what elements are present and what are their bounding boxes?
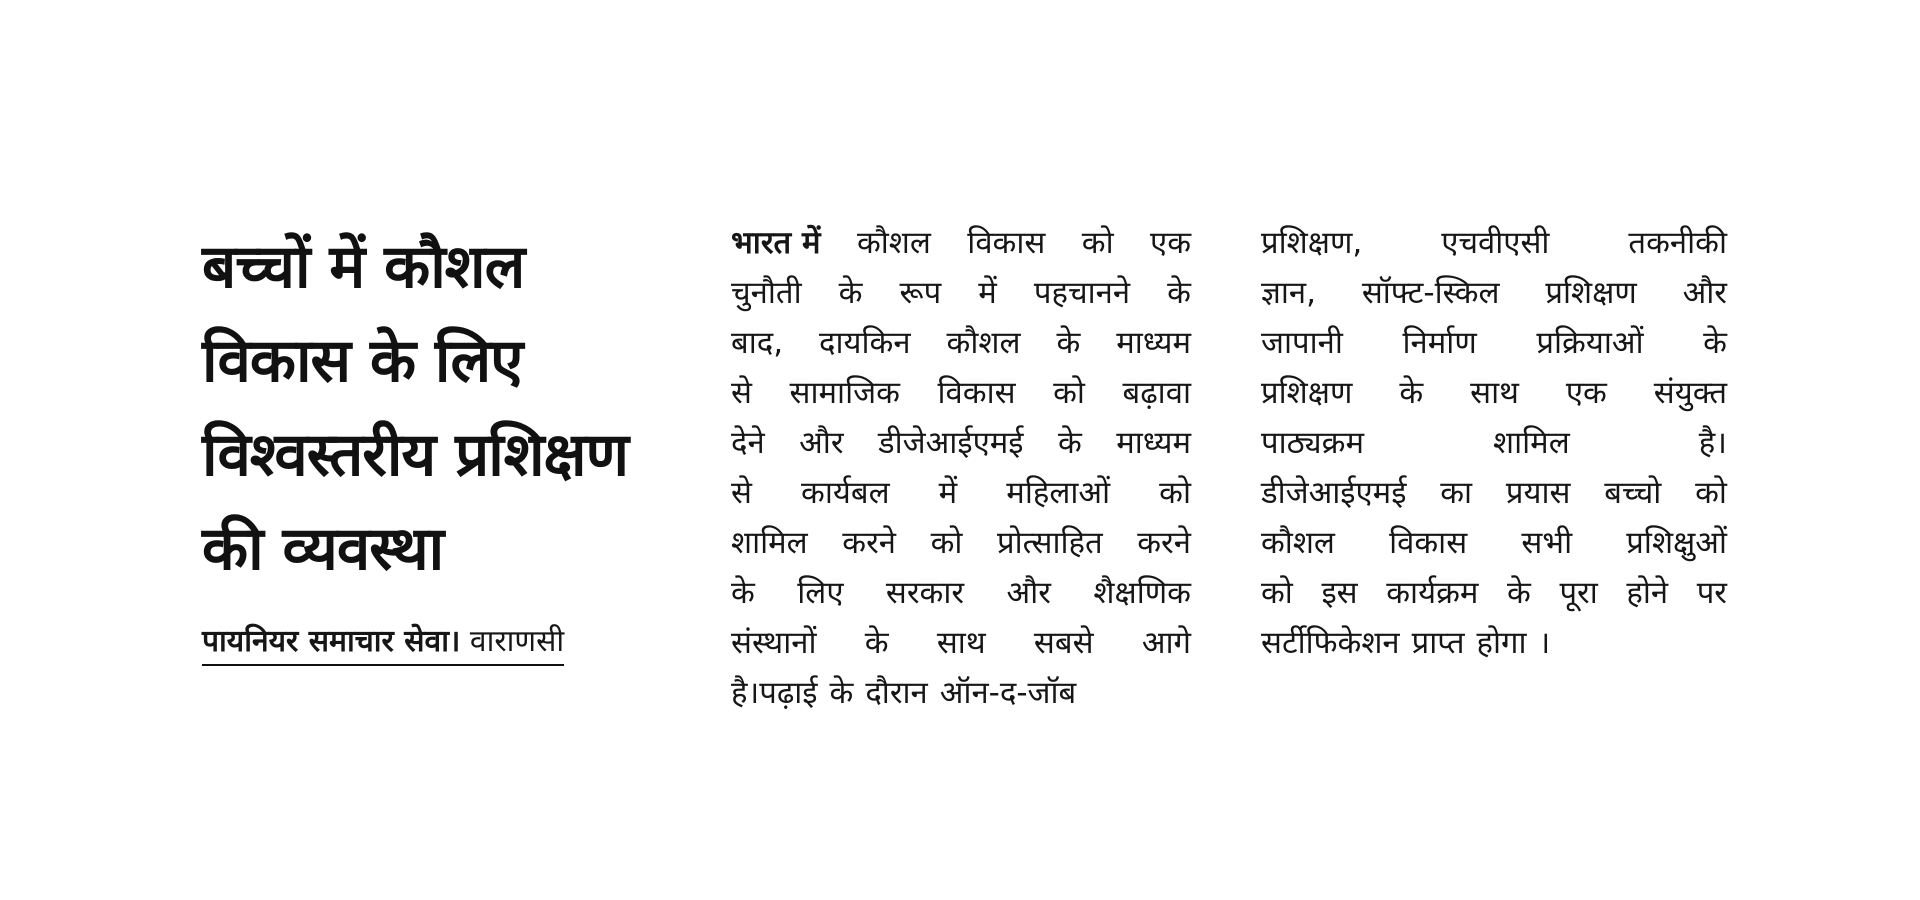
word: और	[1006, 575, 1051, 611]
word: कार्यबल	[801, 475, 890, 511]
word: को	[930, 525, 963, 561]
text-line	[1261, 368, 1727, 418]
word: संयुक्त	[1653, 375, 1727, 411]
word: विकास	[1389, 525, 1468, 561]
text-line	[731, 268, 1191, 318]
word: प्रशिक्षण	[1545, 275, 1637, 311]
word: शामिल	[1493, 425, 1570, 461]
word: के	[829, 675, 854, 711]
word: से	[731, 375, 752, 411]
word: को	[1261, 575, 1293, 611]
word: डीजेआईएमई	[878, 425, 1024, 461]
word: होगा	[1476, 625, 1527, 661]
word: प्रशिक्षुओं	[1626, 525, 1727, 561]
word: बच्चो	[1604, 475, 1662, 511]
word: निर्माण	[1402, 325, 1477, 361]
headline-line: विकास के लिए	[202, 326, 523, 396]
text-line	[731, 668, 1191, 718]
word: सरकार	[885, 575, 965, 611]
byline-city: वाराणसी	[469, 624, 565, 659]
word: प्रशिक्षण,	[1261, 225, 1363, 261]
word: पाठ्यक्रम	[1261, 425, 1364, 461]
word: ।	[1538, 625, 1551, 661]
text-line	[1261, 468, 1727, 518]
word: विकास	[967, 225, 1046, 261]
text-line	[1261, 318, 1727, 368]
word: पूरा	[1559, 575, 1598, 611]
headline-line: विश्वस्तरीय प्रशिक्षण	[202, 420, 628, 490]
text-line	[1261, 218, 1727, 268]
word: प्रयास	[1505, 475, 1571, 511]
word: संस्थानों	[731, 625, 817, 661]
text-line	[731, 318, 1191, 368]
word: सभी	[1521, 525, 1573, 561]
word: के	[1167, 275, 1191, 311]
word: एक	[1150, 225, 1191, 261]
word: बढ़ावा	[1122, 375, 1191, 411]
word: के	[1056, 325, 1081, 361]
lead-in: भारत में	[731, 225, 821, 261]
word: पर	[1696, 575, 1727, 611]
word: माध्यम	[1116, 325, 1191, 361]
word: का	[1440, 475, 1473, 511]
word: सर्टीफिकेशन	[1261, 625, 1400, 661]
word: शामिल	[731, 525, 808, 561]
word: डीजेआईएमई	[1261, 475, 1407, 511]
word: महिलाओं	[1006, 475, 1111, 511]
word: तकनीकी	[1628, 225, 1727, 261]
word: कौशल	[1261, 525, 1335, 561]
word: एचवीएसी	[1441, 225, 1550, 261]
word: करने	[1137, 525, 1191, 561]
article-column-1	[731, 218, 1191, 718]
text-line	[731, 418, 1191, 468]
word: शैक्षणिक	[1093, 575, 1191, 611]
word: प्रोत्साहित	[996, 525, 1103, 561]
word: के	[1703, 325, 1727, 361]
word: दायकिन	[819, 325, 911, 361]
word: के	[1399, 375, 1424, 411]
text-line	[731, 618, 1191, 668]
text-line	[731, 368, 1191, 418]
word: होने	[1626, 575, 1669, 611]
word: सामाजिक	[789, 375, 900, 411]
word: प्राप्त	[1411, 625, 1465, 661]
word: को	[1081, 225, 1114, 261]
word: जापानी	[1261, 325, 1343, 361]
word: कौशल	[946, 325, 1021, 361]
word: को	[1159, 475, 1191, 511]
word: में	[938, 475, 958, 511]
headline	[202, 220, 672, 596]
byline	[202, 622, 564, 666]
word: आगे	[1141, 625, 1191, 661]
word: साथ	[936, 625, 986, 661]
word: ऑन-द-जॉब	[939, 675, 1077, 711]
word: है।	[1698, 425, 1727, 461]
text-line	[1261, 268, 1727, 318]
word: सबसे	[1033, 625, 1094, 661]
word: प्रशिक्षण	[1261, 375, 1353, 411]
word: दौरान	[865, 675, 928, 711]
text-line	[731, 468, 1191, 518]
headline-line: की व्यवस्था	[202, 514, 444, 584]
text-line	[1261, 618, 1727, 668]
word: को	[1053, 375, 1085, 411]
word: के	[731, 575, 755, 611]
word: और	[1682, 275, 1727, 311]
word: देने	[731, 425, 765, 461]
article-column-2	[1261, 218, 1727, 668]
word: सॉफ्ट-स्किल	[1361, 275, 1500, 311]
word: के	[1507, 575, 1531, 611]
word: से	[731, 475, 752, 511]
word: साथ	[1470, 375, 1519, 411]
text-line	[1261, 568, 1727, 618]
word: को	[1695, 475, 1727, 511]
word: के	[864, 625, 889, 661]
word: कार्यक्रम	[1386, 575, 1479, 611]
word: प्रक्रियाओं	[1536, 325, 1644, 361]
word: चुनौती	[731, 275, 802, 311]
word: है।पढ़ाई	[731, 675, 818, 711]
text-line	[731, 518, 1191, 568]
word: के	[1057, 425, 1082, 461]
word: में	[978, 275, 997, 311]
word: रूप	[899, 275, 942, 311]
word: पहचानने	[1033, 275, 1131, 311]
word: कौशल	[856, 225, 931, 261]
word: करने	[842, 525, 896, 561]
word: इस	[1321, 575, 1358, 611]
text-line	[1261, 418, 1727, 468]
word: माध्यम	[1116, 425, 1191, 461]
word: एक	[1565, 375, 1607, 411]
word: के	[838, 275, 863, 311]
word: ज्ञान,	[1261, 275, 1316, 311]
text-line	[731, 568, 1191, 618]
word: बाद,	[731, 325, 784, 361]
word: विकास	[937, 375, 1016, 411]
byline-agency: पायनियर समाचार सेवा।	[202, 624, 461, 659]
headline-line: बच्चों में कौशल	[202, 232, 525, 302]
text-line	[1261, 518, 1727, 568]
word: लिए	[797, 575, 844, 611]
headline-block	[202, 220, 672, 666]
word: और	[799, 425, 844, 461]
text-line	[731, 218, 1191, 268]
